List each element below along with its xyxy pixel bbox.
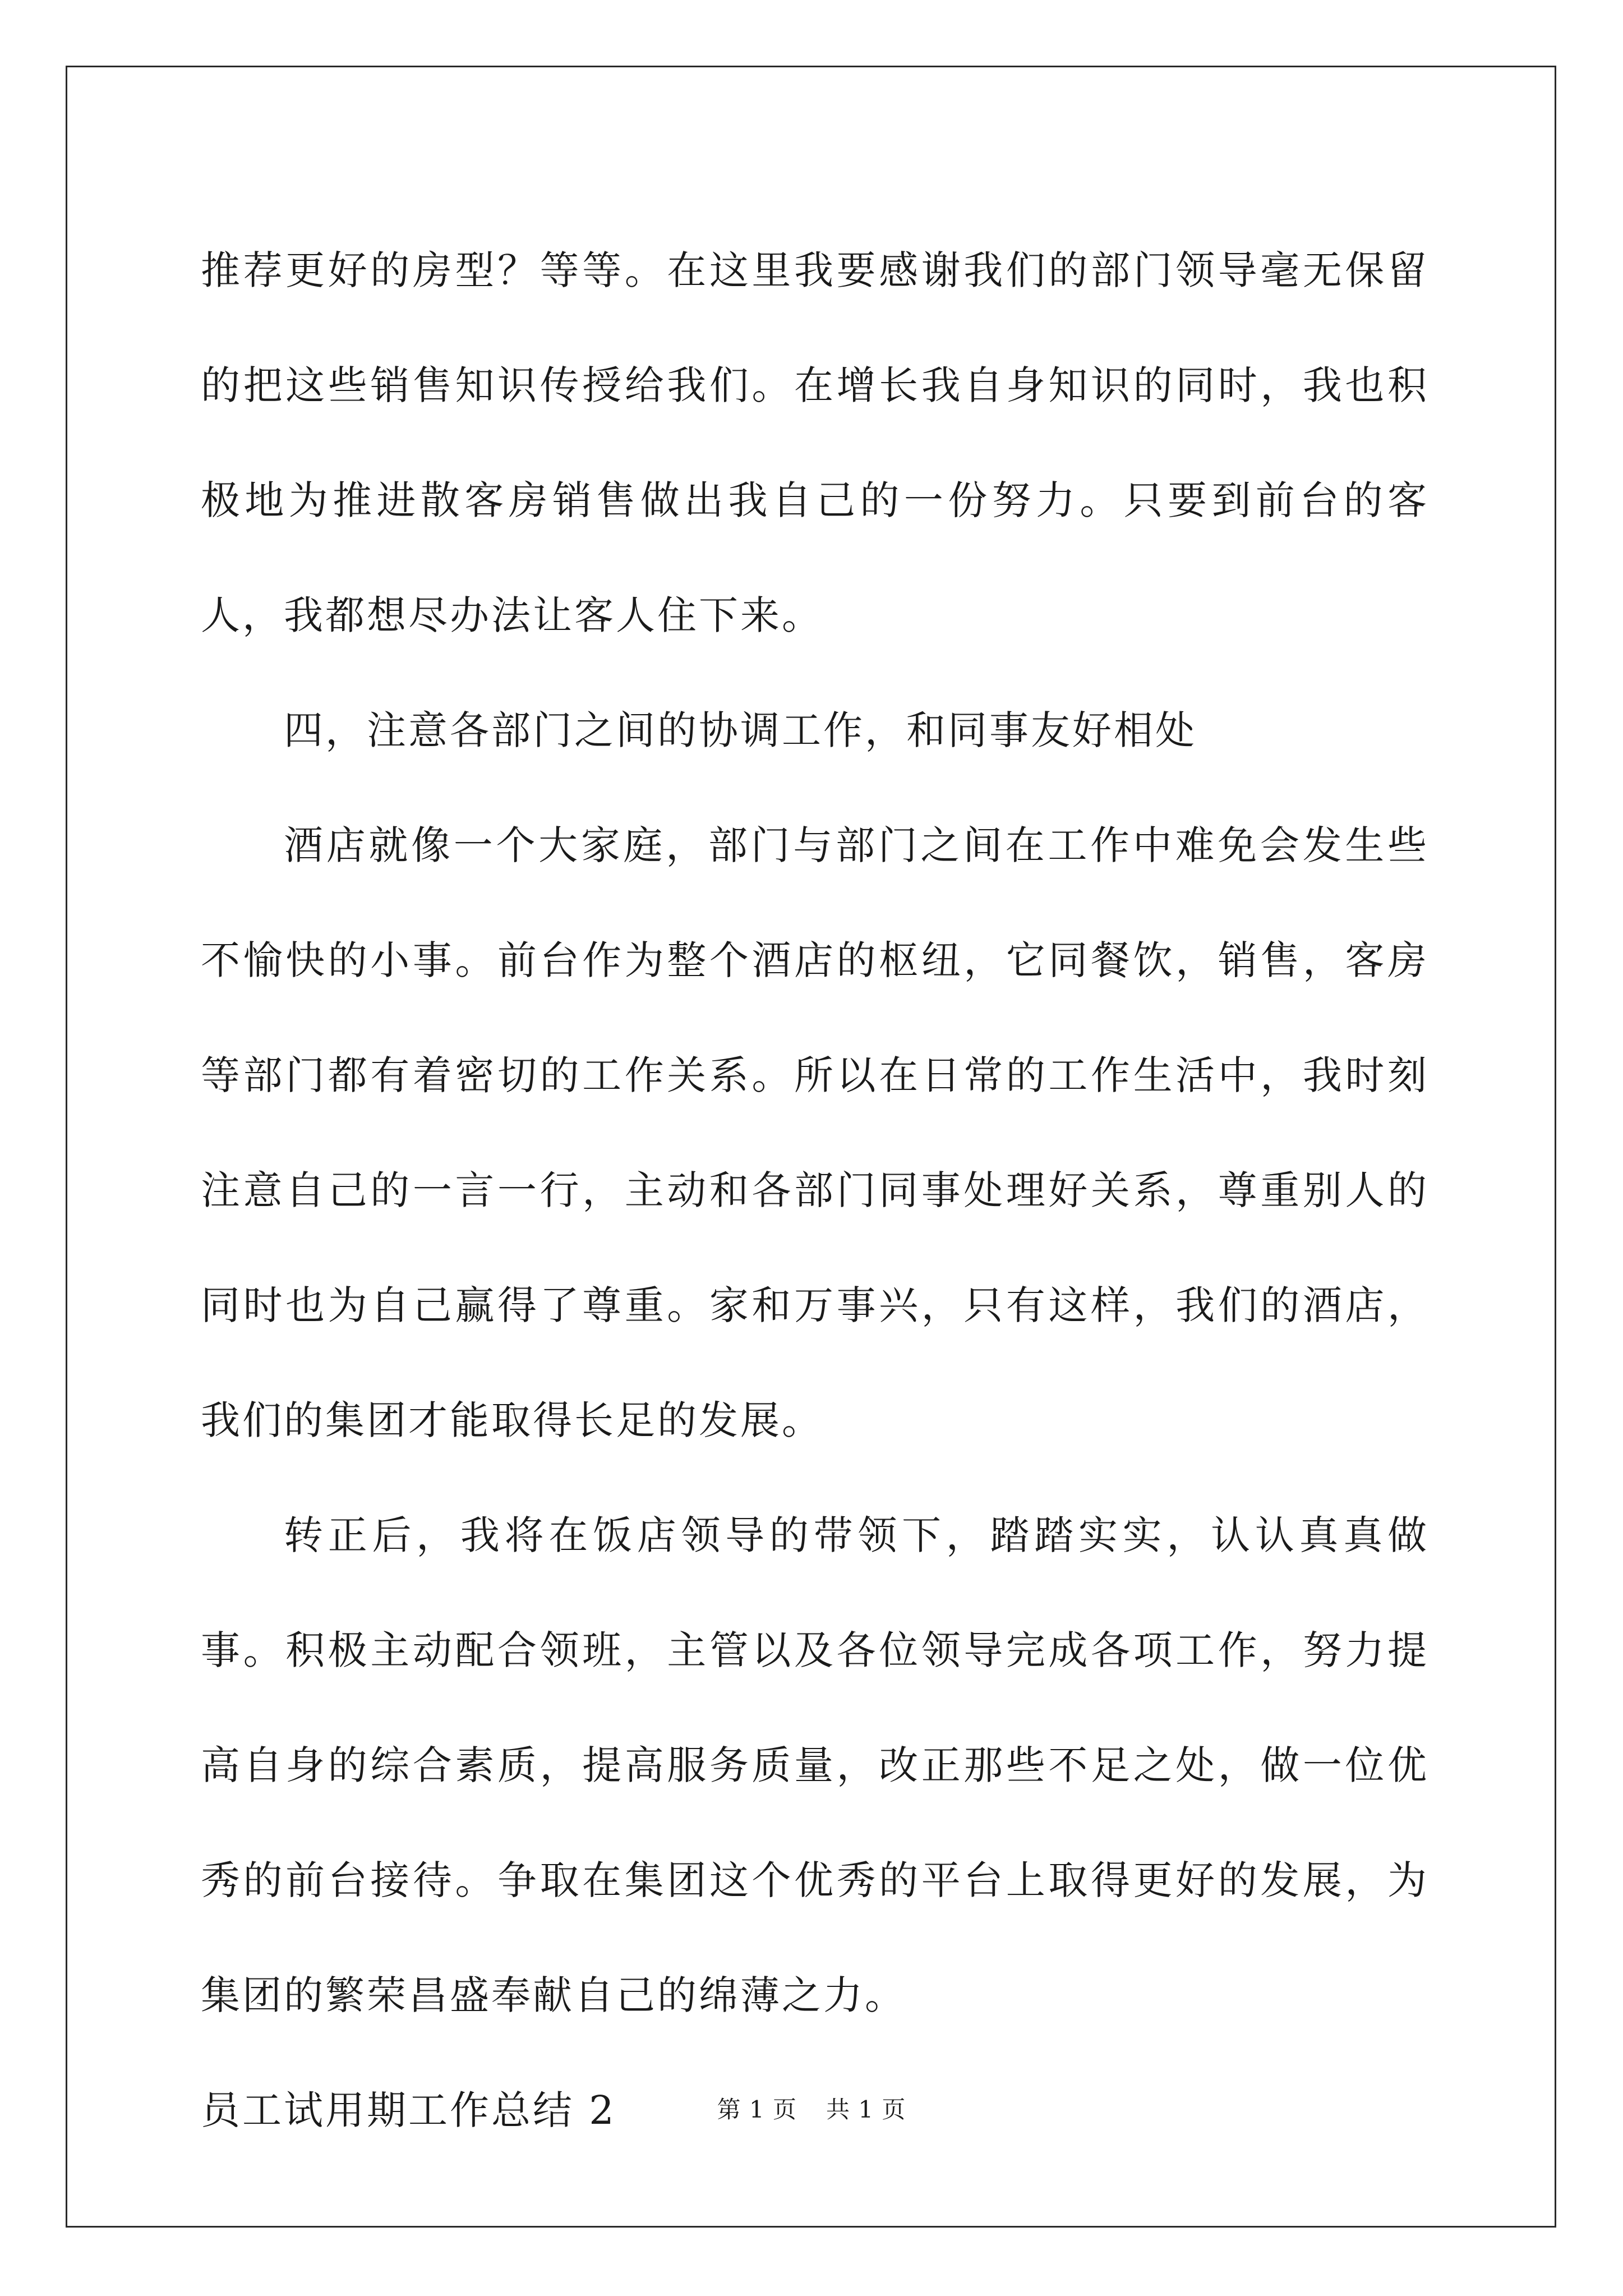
document-body (201, 213, 1429, 2168)
paragraph-hotel-family: 酒店就像一个大家庭，部门与部门之间在工作中难免会发生些不愉快的小事。前台作为整个酒店的枢纽，它同餐饮，销售，客房等部门都有着密切的工作关系。所以在日常的工作生活中，我时刻注意自己的一言一行，主动和各部门同事处理好关系，尊重别人的同时也为自己赢得了尊重。家和万事兴，只有这样，我们的酒店，我们的集团才能取得长足的发展。 (201, 822, 1429, 1443)
paragraph-sales-knowledge: 推荐更好的房型？等等。在这里我要感谢我们的部门领导毫无保留的把这些销售知识传授给我们。在增长我自身知识的同时，我也积极地为推进散客房销售做出我自己的一份努力。只要到前台的客人，我都想尽办法让客人住下来。 (201, 247, 1429, 638)
page-total: 共 1 页 (826, 2096, 906, 2123)
section-title: 员工试用期工作总结 2 (201, 2087, 616, 2133)
paragraph-heading-coordination: 四，注意各部门之间的协调工作，和同事友好相处 (284, 707, 1197, 753)
paragraph-after-probation: 转正后，我将在饭店领导的带领下，踏踏实实，认认真真做事。积极主动配合领班，主管以及各位领导完成各项工作，努力提高自身的综合素质，提高服务质量，改正那些不足之处，做一位优秀的前台接待。争取在集团这个优秀的平台上取得更好的发展，为集团的繁荣昌盛奉献自己的绵薄之力。 (201, 1512, 1429, 2018)
page-number: 第 1 页 (717, 2096, 797, 2123)
page-footer (0, 2091, 1623, 2125)
